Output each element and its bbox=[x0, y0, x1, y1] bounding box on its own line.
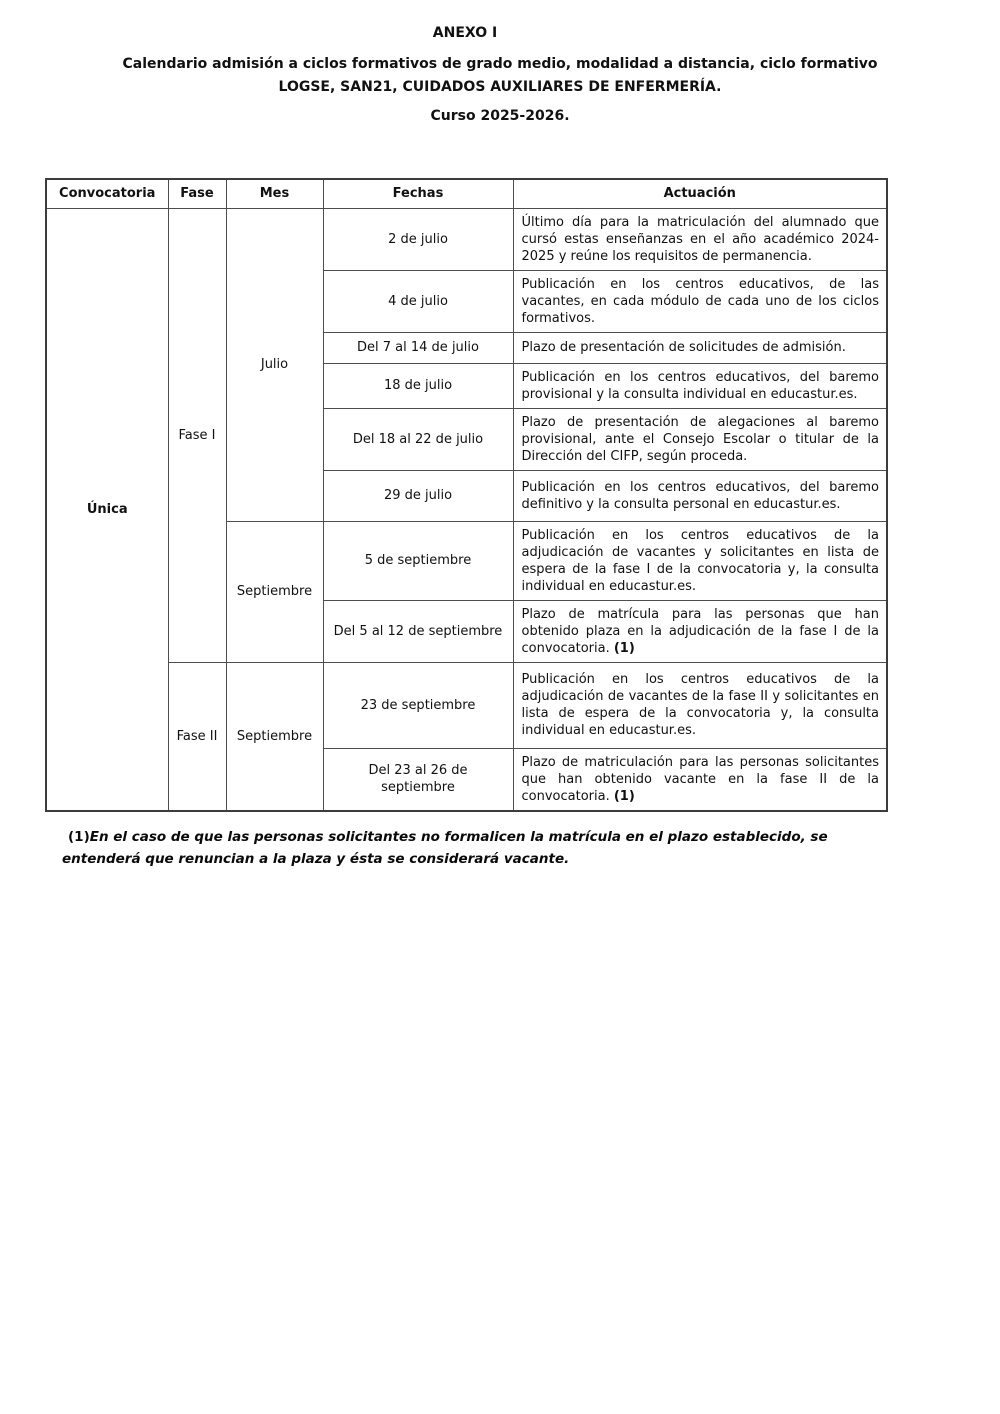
doc-subtitle-line1: Calendario admisión a ciclos formativos de grado medio, modalidad a distancia, ciclo formativo bbox=[122, 56, 878, 72]
footnote-ref: (1) bbox=[613, 640, 635, 656]
cell-convocatoria: Única bbox=[46, 208, 168, 811]
table-row bbox=[46, 662, 887, 748]
footnote-ref: (1) bbox=[613, 788, 635, 804]
cell-mes-septiembre-fase1: Septiembre bbox=[226, 521, 323, 662]
cell-mes-septiembre-fase2: Septiembre bbox=[226, 662, 323, 811]
doc-subtitle-line2: LOGSE, SAN21, CUIDADOS AUXILIARES DE ENFERMERÍA. bbox=[278, 79, 722, 95]
admission-calendar-table bbox=[45, 178, 888, 812]
cell-actuacion: Publicación en los centros educativos, del baremo provisional y la consulta individual en educastur.es. bbox=[513, 363, 887, 408]
cell-fecha: 5 de septiembre bbox=[323, 521, 513, 600]
cell-actuacion: Publicación en los centros educativos, del baremo definitivo y la consulta personal en educastur.es. bbox=[513, 470, 887, 521]
col-header-fechas: Fechas bbox=[323, 179, 513, 208]
cell-fecha: 29 de julio bbox=[323, 470, 513, 521]
col-header-actuacion: Actuación bbox=[513, 179, 887, 208]
cell-actuacion: Plazo de matriculación para las personas solicitantes que han obtenido vacante en la fase II de la convocatoria. (1) bbox=[513, 748, 887, 811]
footnote-text: En el caso de que las personas solicitantes no formalicen la matrícula en el plazo establecido, se entenderá que renuncian a la plaza y ésta se considerará vacante. bbox=[62, 828, 828, 867]
cell-fecha: Del 7 al 14 de julio bbox=[323, 332, 513, 363]
cell-actuacion: Último día para la matriculación del alumnado que cursó estas enseñanzas en el año académico 2024-2025 y reúne los requisitos de permanencia. bbox=[513, 208, 887, 270]
cell-fecha: 23 de septiembre bbox=[323, 662, 513, 748]
cell-fase-1: Fase I bbox=[168, 208, 226, 662]
cell-actuacion: Plazo de matrícula para las personas que han obtenido plaza en la adjudicación de la fase I de la convocatoria. (1) bbox=[513, 600, 887, 662]
table-row bbox=[46, 208, 887, 270]
doc-subtitle bbox=[0, 53, 1000, 99]
doc-course: Curso 2025-2026. bbox=[430, 108, 570, 124]
document-page bbox=[0, 25, 1000, 1414]
cell-mes-julio: Julio bbox=[226, 208, 323, 521]
cell-fecha: 18 de julio bbox=[323, 363, 513, 408]
cell-actuacion: Publicación en los centros educativos de la adjudicación de vacantes y solicitantes en lista de espera de la fase I de la convocatoria y, la consulta individual en educastur.es. bbox=[513, 521, 887, 600]
col-header-convocatoria: Convocatoria bbox=[46, 179, 168, 208]
table-header-row bbox=[46, 179, 887, 208]
col-header-mes: Mes bbox=[226, 179, 323, 208]
cell-fecha: 2 de julio bbox=[323, 208, 513, 270]
cell-fecha: Del 5 al 12 de septiembre bbox=[323, 600, 513, 662]
cell-fecha: Del 18 al 22 de julio bbox=[323, 408, 513, 470]
footnote-marker: (1) bbox=[68, 828, 90, 845]
cell-actuacion: Publicación en los centros educativos de la adjudicación de vacantes de la fase II y solicitantes en lista de espera de la convocatoria y, la consulta individual en educastur.es. bbox=[513, 662, 887, 748]
cell-actuacion: Publicación en los centros educativos, de las vacantes, en cada módulo de cada uno de los ciclos formativos. bbox=[513, 270, 887, 332]
cell-fecha: Del 23 al 26 de septiembre bbox=[323, 748, 513, 811]
cell-fecha: 4 de julio bbox=[323, 270, 513, 332]
cell-actuacion: Plazo de presentación de solicitudes de admisión. bbox=[513, 332, 887, 363]
cell-actuacion: Plazo de presentación de alegaciones al baremo provisional, ante el Consejo Escolar o titular de la Dirección del CIFP, según proceda. bbox=[513, 408, 887, 470]
cell-fase-2: Fase II bbox=[168, 662, 226, 811]
doc-title: ANEXO I bbox=[432, 25, 498, 41]
footnote bbox=[62, 826, 844, 870]
col-header-fase: Fase bbox=[168, 179, 226, 208]
